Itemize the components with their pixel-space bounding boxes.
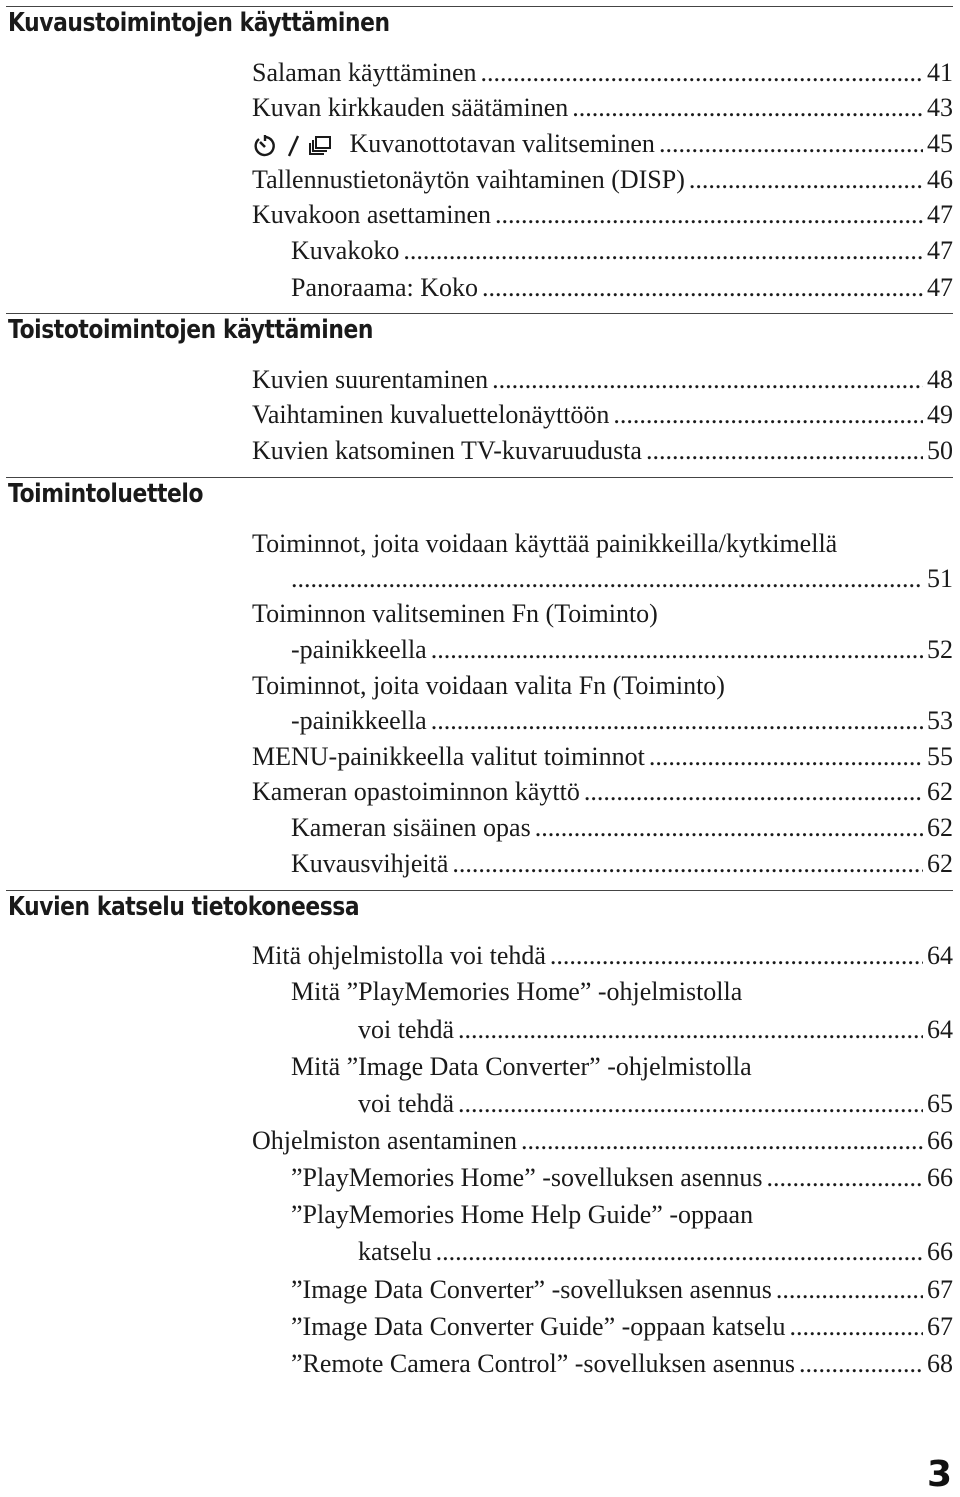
- toc-entry-label: Salaman käyttäminen: [252, 58, 477, 87]
- toc-subentry[interactable]: [291, 810, 953, 846]
- leader-dots: [776, 1272, 923, 1308]
- toc-entry-label: Kuvakoon asettaminen: [252, 200, 491, 229]
- toc-entry-label: MENU-painikkeella valitut toiminnot: [252, 742, 645, 771]
- toc-entry-page: 46: [927, 165, 953, 194]
- toc-entry-label: Ohjelmiston asentaminen: [252, 1126, 518, 1155]
- toc-entry-page: 53: [927, 706, 953, 735]
- toc-entry-page: 45: [927, 129, 953, 158]
- toc-entry-label: Tallennustietonäytön vaihtaminen (DISP): [252, 165, 685, 194]
- toc-entry-page: 64: [927, 941, 953, 970]
- section-title: Toistotoimintojen käyttäminen: [8, 315, 373, 345]
- toc-entry-label-cont: -painikkeella: [291, 635, 427, 664]
- toc-entry-label: Vaihtaminen kuvaluettelonäyttöön: [252, 400, 610, 429]
- toc-entry-label-cont: voi tehdä: [358, 1089, 455, 1118]
- leader-dots: [521, 1123, 923, 1159]
- leader-dots: [482, 270, 923, 306]
- section-title: Kuvien katselu tietokoneessa: [8, 892, 360, 922]
- toc-entry-label-cont: katselu: [358, 1237, 432, 1266]
- toc-entry-label[interactable]: Mitä ”Image Data Converter” -ohjelmistolla: [291, 1052, 752, 1081]
- leader-dots: [481, 55, 923, 91]
- toc-subentry[interactable]: [358, 1234, 953, 1270]
- section-divider: [6, 477, 953, 478]
- section-title: Toimintoluettelo: [8, 479, 204, 509]
- toc-entry[interactable]: [252, 774, 953, 810]
- toc-entry-label: Kuvakoko: [291, 236, 400, 265]
- leader-dots: [689, 162, 923, 198]
- toc-entry[interactable]: [252, 162, 953, 198]
- toc-entry-label[interactable]: ”PlayMemories Home Help Guide” -oppaan: [291, 1200, 754, 1229]
- toc-entry-page: 64: [927, 1015, 953, 1044]
- leader-dots: [492, 362, 923, 398]
- leader-dots: [436, 1234, 923, 1270]
- leader-dots: [458, 1086, 923, 1122]
- toc-entry-page: 51: [927, 564, 953, 593]
- toc-entry[interactable]: [291, 561, 953, 597]
- toc-subentry[interactable]: [291, 1272, 953, 1308]
- toc-entry[interactable]: [252, 126, 953, 162]
- toc-subentry[interactable]: [291, 1160, 953, 1196]
- slash-separator-icon: [285, 133, 301, 159]
- toc-entry-page: 65: [927, 1089, 953, 1118]
- toc-subentry[interactable]: [291, 1309, 953, 1345]
- toc-entry-page: 62: [927, 813, 953, 842]
- toc-entry-label[interactable]: Mitä ”PlayMemories Home” -ohjelmistolla: [291, 977, 743, 1006]
- toc-entry[interactable]: [252, 55, 953, 91]
- toc-entry[interactable]: [252, 938, 953, 974]
- toc-subentry[interactable]: [291, 270, 953, 306]
- leader-dots: [613, 397, 923, 433]
- toc-entry-label: Kuvien katsominen TV-kuvaruudusta: [252, 436, 642, 465]
- toc-entry[interactable]: [252, 197, 953, 233]
- toc-entry-label[interactable]: Toiminnon valitseminen Fn (Toiminto): [252, 599, 658, 628]
- toc-entry-label[interactable]: Toiminnot, joita voidaan käyttää painikkeilla/kytkimellä: [252, 529, 838, 558]
- leader-dots: [799, 1346, 923, 1382]
- toc-entry-page: 66: [927, 1163, 953, 1192]
- leader-dots: [584, 774, 923, 810]
- toc-entry-label-group: [252, 126, 655, 162]
- toc-entry[interactable]: [252, 433, 953, 469]
- toc-entry-label: ”PlayMemories Home” -sovelluksen asennus: [291, 1163, 763, 1192]
- toc-entry[interactable]: [252, 1123, 953, 1159]
- toc-entry-page: 68: [927, 1349, 953, 1378]
- leader-dots: [646, 433, 923, 469]
- toc-entry-page: 62: [927, 849, 953, 878]
- toc-entry-label: ”Remote Camera Control” -sovelluksen asennus: [291, 1349, 795, 1378]
- toc-subentry[interactable]: [291, 233, 953, 269]
- toc-entry-page: 47: [927, 236, 953, 265]
- section-divider: [6, 890, 953, 891]
- toc-entry-label: Kuvausvihjeitä: [291, 849, 449, 878]
- drive-mode-icon: [307, 133, 335, 159]
- toc-entry-page: 52: [927, 635, 953, 664]
- leader-dots: [649, 739, 923, 775]
- toc-entry-page: 49: [927, 400, 953, 429]
- section-title: Kuvaustoimintojen käyttäminen: [8, 8, 390, 38]
- self-timer-icon: [252, 133, 278, 159]
- leader-dots: [291, 561, 923, 597]
- leader-dots: [767, 1160, 923, 1196]
- toc-entry-page: 50: [927, 436, 953, 465]
- toc-entry-page: 43: [927, 93, 953, 122]
- section-divider: [6, 313, 953, 314]
- section-divider: [6, 6, 953, 7]
- toc-entry[interactable]: [252, 362, 953, 398]
- leader-dots: [790, 1309, 923, 1345]
- toc-entry-page: 67: [927, 1312, 953, 1341]
- toc-entry[interactable]: [252, 739, 953, 775]
- toc-entry-page: 67: [927, 1275, 953, 1304]
- toc-entry-label: Kuvien suurentaminen: [252, 365, 489, 394]
- toc-entry[interactable]: [252, 397, 953, 433]
- toc-entry-page: 66: [927, 1126, 953, 1155]
- toc-entry-page: 62: [927, 777, 953, 806]
- leader-dots: [535, 810, 923, 846]
- leader-dots: [659, 126, 923, 162]
- toc-entry[interactable]: [291, 632, 953, 668]
- toc-entry-label: Mitä ohjelmistolla voi tehdä: [252, 941, 546, 970]
- toc-subentry[interactable]: [291, 846, 953, 882]
- toc-entry-label-cont: voi tehdä: [358, 1015, 455, 1044]
- leader-dots: [458, 1012, 923, 1048]
- toc-entry-page: 55: [927, 742, 953, 771]
- page-number: 3: [926, 1454, 952, 1495]
- leader-dots: [431, 703, 923, 739]
- leader-dots: [572, 90, 923, 126]
- toc-entry-label: Kameran opastoiminnon käyttö: [252, 777, 580, 806]
- toc-entry-label: Kameran sisäinen opas: [291, 813, 531, 842]
- toc-entry-label: ”Image Data Converter Guide” -oppaan katselu: [291, 1312, 786, 1341]
- toc-entry-label-cont: -painikkeella: [291, 706, 427, 735]
- toc-entry-label[interactable]: Toiminnot, joita voidaan valita Fn (Toiminto): [252, 671, 725, 700]
- toc-entry-page: 48: [927, 365, 953, 394]
- toc-entry-label: ”Image Data Converter” -sovelluksen asennus: [291, 1275, 772, 1304]
- toc-entry-page: 47: [927, 200, 953, 229]
- leader-dots: [452, 846, 923, 882]
- toc-subentry[interactable]: [291, 1346, 953, 1382]
- toc-entry-page: 66: [927, 1237, 953, 1266]
- toc-subentry[interactable]: [358, 1086, 953, 1122]
- toc-entry-label: Kuvanottotavan valitseminen: [349, 129, 655, 158]
- leader-dots: [550, 938, 923, 974]
- leader-dots: [403, 233, 923, 269]
- toc-entry-label: Panoraama: Koko: [291, 273, 479, 302]
- toc-entry-page: 47: [927, 273, 953, 302]
- toc-entry-label: Kuvan kirkkauden säätäminen: [252, 93, 569, 122]
- toc-entry[interactable]: [252, 90, 953, 126]
- leader-dots: [431, 632, 923, 668]
- toc-subentry[interactable]: [358, 1012, 953, 1048]
- toc-entry[interactable]: [291, 703, 953, 739]
- leader-dots: [495, 197, 923, 233]
- toc-entry-page: 41: [927, 58, 953, 87]
